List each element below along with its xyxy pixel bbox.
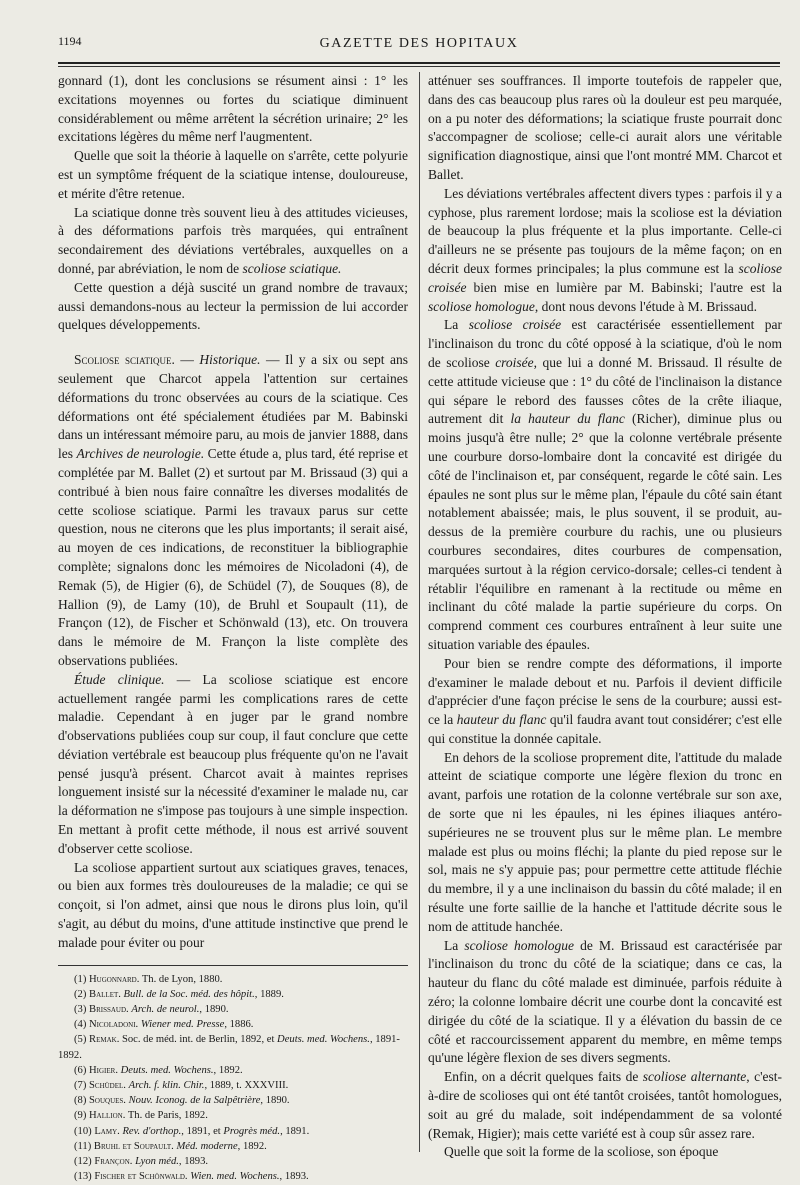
italic-text: scoliose sciatique. bbox=[242, 260, 342, 276]
paragraph-p6 bbox=[58, 671, 408, 859]
footnote-2 bbox=[58, 987, 408, 1002]
right-column bbox=[428, 72, 782, 1162]
text-run: Quelle que soit la forme de la scoliose, son époque bbox=[444, 1144, 719, 1160]
italic-text: Progrès méd. bbox=[223, 1125, 281, 1137]
italic-text: Étude clinique. bbox=[74, 671, 165, 687]
text-run: Les déviations vertébrales affectent divers types : parfois il y a cyphose, plus rarement lordose; mais la scoliose est la déviation de beaucoup la plus fréquente et la plus importante. Celle-ci d'ailleurs ne se présente pas toujours de la même façon; on en décrit deux formes principales; la plus commune est la bbox=[428, 185, 782, 276]
text-run: qu'il faudra avant tout considérer; c'est elle qui constitue la donnée capitale. bbox=[428, 712, 783, 746]
footnote-13 bbox=[58, 1169, 408, 1184]
text-run: Soc. de méd. int. de Berlin, 1892, et bbox=[119, 1034, 278, 1046]
text-run: (11) bbox=[74, 1140, 94, 1152]
small-caps-text: Ballet. bbox=[89, 988, 121, 1000]
footnotes bbox=[58, 972, 408, 1185]
text-run: (13) bbox=[74, 1171, 95, 1183]
italic-text: scoliose homologue bbox=[464, 937, 574, 953]
italic-text: Lyon méd. bbox=[135, 1156, 179, 1168]
italic-text: Deuts. med. Wochens. bbox=[277, 1034, 370, 1046]
text-run: Cette étude a, plus tard, été reprise et complétée par M. Ballet (2) et surtout par M. Brissaud (3) qui a contribué à bien nous faire connaître les diverses modalités de cette scoliose sciatique. Parmi les travaux parus sur cette question, nous ne citerons que les plus importants; il serait aisé, au moyen de ces indications, de reconstituer la bibliographie complète; signalons donc les mémoires de Nicoladoni (4), de Remak (5), de Higier (6), de Schüdel (7), de Souques (8), de Hallion (9), de Lamy (10), de Bruhl et Soupault (11), de Françon (12), de Fischer et Schönwald (13), etc. On trouvera dans le mémoire de M. Françon la liste complète des observations publiées. bbox=[58, 446, 408, 668]
italic-text: Méd. moderne bbox=[176, 1140, 238, 1152]
text-run: En dehors de la scoliose proprement dite, l'attitude du malade atteint de sciatique comporte une légère flexion du tronc en avant, parfois une rotation de la colonne vertébrale sur son axe, de sorte que ni les épaules, ni les épines iliaques antéro-supérieures ne se trouvent plus sur le même plan. Le membre malade est plus ou moins fléchi; la plante du pied repose sur le sol, mais ne s'y appuie pas; pour permettre cette attitude fléchie du membre, il y a une inclinaison du bassin du côté malade; il en résulte une forte saillie de la hanche et l'attitude décrite sous le nom de attitude hanchée. bbox=[428, 749, 782, 934]
text-run: , 1892. bbox=[237, 1140, 267, 1152]
left-column-text bbox=[58, 72, 408, 953]
text-run: (9) bbox=[74, 1110, 90, 1122]
text-run: (5) bbox=[74, 1034, 90, 1046]
paragraph-p3 bbox=[58, 204, 408, 279]
text-run: atténuer ses souffrances. Il importe toutefois de rappeler que, dans des cas beaucoup plus rares où la douleur est peu marquée, on a pu noter des déformations; la sciatique fruste pourrait donc s'accompagner de scoliose; celle-ci aurait alors une véritable signification diagnostique, ainsi que l'ont montré MM. Charcot et Ballet. bbox=[428, 73, 782, 182]
text-run: , dont nous devons l'étude à M. Brissaud. bbox=[534, 298, 758, 314]
text-run: (7) bbox=[74, 1080, 90, 1092]
text-run: (2) bbox=[74, 988, 90, 1000]
text-run: (1) bbox=[74, 973, 90, 985]
italic-text: scoliose alternante bbox=[642, 1069, 747, 1085]
small-caps-text: Remak. bbox=[89, 1034, 120, 1046]
italic-text: Deuts. med. Wochens. bbox=[120, 1064, 214, 1076]
text-run: La bbox=[444, 317, 469, 333]
text-run: bien mise en lumière par M. Babinski; l'autre est la bbox=[466, 279, 782, 295]
text-run: de M. Brissaud est caractérisée par l'inclinaison du tronc du côté de la sciatique; dans ce cas, la hauteur du flanc du côté malade est diminuée, parfois réduite à zéro; la colonne lombaire décrit une courbe dont la concavité est dirigée du côté de la sciatique. Il y a élévation du bassin de ce côté et raccourcissement apparent du membre, en même temps qu'une légère flexion de ses divers segments. bbox=[428, 937, 782, 1066]
footnote-5 bbox=[58, 1032, 408, 1062]
footnote-6 bbox=[58, 1063, 408, 1078]
text-run: (Richer), diminue plus ou moins jusqu'à être nulle; 2° que la colonne vertébrale présente une courbure dorso-lombaire dont la concavité est dirigée du côté de l'inclinaison et, par conséquent, regarde le côté sain. Les épaules ne sont plus sur le même plan, l'épaule du côté sain étant notablement abaissée; mais, le plus souvent, il se produit, au-dessus de la première courbure du rachis, une ou plusieurs courbures secondaires, dites courbures de compensation, marquées surtout à la région cervico-dorsale; celles-ci tendent à rétablir l'équilibre en ramenant à la rectitude ou même en inclinant du côté malade la partie supérieure du corps. On comprend comment ces courbures entraînent à leur suite une situation variable des épaules. bbox=[428, 411, 782, 652]
footnote-8 bbox=[58, 1093, 408, 1108]
paragraph-p7 bbox=[58, 859, 408, 953]
page-number: 1194 bbox=[58, 34, 82, 48]
italic-text: Wien. med. Wochens. bbox=[190, 1171, 280, 1183]
small-caps-text: Lamy. bbox=[94, 1125, 120, 1137]
text-run: La bbox=[444, 937, 465, 953]
small-caps-text: Françon. bbox=[94, 1156, 133, 1168]
italic-text: scoliose croisée bbox=[428, 260, 782, 295]
journal-title: GAZETTE DES HOPITAUX bbox=[319, 36, 519, 51]
text-run: (10) bbox=[74, 1125, 95, 1137]
text-run: , 1891, et bbox=[181, 1125, 224, 1137]
text-run: est caractérisée essentiellement par l'inclinaison du tronc du côté opposé à la sciatique, d'où le nom de scoliose bbox=[428, 317, 782, 370]
paragraph-r4 bbox=[428, 655, 782, 749]
small-caps-text: Schüdel. bbox=[89, 1080, 126, 1092]
text-run: — La scoliose sciatique est encore actuellement rangée parmi les complications rares de cette maladie. Cependant à en juger par le grand nombre d'observations publiées coup sur coup, il faut conclure que cette déviation vertébrale est beaucoup plus fréquente qu'on ne l'avait pensé jusqu'à présent. Charcot avait à maintes reprises longuement insisté sur la nécessité d'examiner le malade nu, car la déformation ne s'impose pas toujours à une simple inspection. En mettant à profit cette méthode, il nous est arrivé souvent d'observer cette scoliose. bbox=[58, 671, 408, 856]
footnote-1 bbox=[58, 972, 408, 987]
footnote-12 bbox=[58, 1154, 408, 1169]
text-run: (6) bbox=[74, 1064, 90, 1076]
italic-text: scoliose homologue bbox=[428, 298, 535, 314]
paragraph-p2 bbox=[58, 147, 408, 203]
text-run: , 1891. bbox=[280, 1125, 310, 1137]
italic-text: Rev. d'orthop. bbox=[122, 1125, 182, 1137]
text-run: Quelle que soit la théorie à laquelle on s'arrête, cette polyurie est un symptôme fréquent de la sciatique intense, douloureuse, et mérite d'être retenue. bbox=[58, 148, 408, 201]
italic-text: Historique. bbox=[199, 352, 261, 368]
small-caps-text: Souques. bbox=[89, 1095, 126, 1107]
italic-text: Arch. f. klin. Chir. bbox=[128, 1080, 205, 1092]
text-run: , que lui a donné M. Brissaud. Il résulte de cette attitude vicieuse que : 1° du côté de l'inclinaison la distance qui sépare le rebord des fausses côtes de la crête iliaque, autrement dit bbox=[428, 354, 782, 427]
footnote-3 bbox=[58, 1002, 408, 1017]
footnote-7 bbox=[58, 1078, 408, 1093]
paragraph-r3 bbox=[428, 316, 782, 654]
italic-text: Archives de neurologie. bbox=[76, 446, 205, 462]
small-caps-text: Bruhl et Soupault. bbox=[93, 1140, 174, 1152]
italic-text: Bull. de la Soc. méd. des hôpit. bbox=[123, 988, 255, 1000]
text-run: (3) bbox=[74, 1004, 90, 1016]
text-run: Cette question a déjà suscité un grand nombre de travaux; aussi demandons-nous au lecteur la permission de lui accorder quelques développements. bbox=[58, 279, 408, 333]
text-run: Th. de Lyon, 1880. bbox=[139, 973, 223, 985]
italic-text: la hauteur du flanc bbox=[510, 411, 625, 427]
paragraph-r2 bbox=[428, 185, 782, 317]
paragraph-r1 bbox=[428, 72, 782, 185]
paragraph-r5 bbox=[428, 749, 782, 937]
text-run: Pour bien se rendre compte des déformations, il importe d'examiner le malade debout et nu. Parfois il devient difficile d'apprécier d'une façon précise le sens de la courbure; aussi est-ce la bbox=[428, 655, 782, 728]
left-column bbox=[58, 72, 408, 1185]
small-caps-text: Hallion. bbox=[89, 1110, 126, 1122]
footnote-10 bbox=[58, 1124, 408, 1139]
text-run: , 1890. bbox=[199, 1004, 229, 1016]
text-run: (12) bbox=[74, 1156, 95, 1168]
small-caps-text: Hugonnard. bbox=[89, 973, 140, 985]
text-run: gonnard (1), dont les conclusions se résument ainsi : 1° les excitations moyennes ou fortes du sciatique diminuent considérablement ou même arrêtent la sécrétion urinaire; 2° les excitations légères du même nerf l'augmentent. bbox=[58, 73, 408, 145]
text-run: , 1890. bbox=[260, 1095, 290, 1107]
header-rule-thin bbox=[58, 66, 780, 67]
text-run: Enfin, on a décrit quelques faits de bbox=[444, 1069, 643, 1085]
footnote-4 bbox=[58, 1017, 408, 1032]
text-run: (8) bbox=[74, 1095, 90, 1107]
text-run: Th. de Paris, 1892. bbox=[125, 1110, 208, 1122]
text-run: La scoliose appartient surtout aux sciatiques graves, tenaces, ou bien aux formes très douloureuses de la maladie; ce qui se conçoit, si l'on admet, ainsi que nous le dirons plus loin, qu'il s'agit, au début du moins, d'une attitude instinctive que prend le malade pour éviter ou pour bbox=[58, 859, 408, 950]
text-run: , c'est-à-dire de scolioses qui ont été tantôt croisées, tantôt homologues, soit au gré du malade, soit indépendamment de sa volonté (Remak, Higier); mais cette variété est à coup sûr assez rare. bbox=[428, 1069, 783, 1141]
paragraph-r7 bbox=[428, 1068, 782, 1143]
paragraph-p4 bbox=[58, 279, 408, 335]
paragraph-p5 bbox=[58, 351, 408, 671]
small-caps-text: Fischer et Schönwald. bbox=[94, 1171, 188, 1183]
text-run: , 1892. bbox=[213, 1064, 243, 1076]
text-run: , 1886. bbox=[224, 1019, 254, 1031]
footnote-11 bbox=[58, 1139, 408, 1154]
header-rule-thick bbox=[58, 62, 780, 64]
small-caps-text: Higier. bbox=[89, 1064, 118, 1076]
text-run: , 1891-1892. bbox=[58, 1034, 400, 1061]
small-caps-text: Scoliose sciatique. bbox=[74, 352, 175, 368]
text-run: , 1893. bbox=[279, 1171, 309, 1183]
text-run: (4) bbox=[74, 1019, 90, 1031]
paragraph-r8 bbox=[428, 1143, 782, 1162]
italic-text: scoliose croisée bbox=[468, 317, 562, 333]
italic-text: Wiener med. Presse bbox=[140, 1019, 225, 1031]
italic-text: hauteur du flanc bbox=[456, 712, 547, 728]
footnote-9 bbox=[58, 1108, 408, 1123]
text-run: , 1889. bbox=[254, 988, 284, 1000]
right-column-text bbox=[428, 72, 782, 1162]
column-divider bbox=[419, 72, 420, 1152]
italic-text: croisée bbox=[495, 354, 534, 370]
small-caps-text: Nicoladoni. bbox=[89, 1019, 139, 1031]
text-run: , 1893. bbox=[178, 1156, 209, 1168]
text-run: — Il y a six ou sept ans seulement que Charcot appela l'attention sur certaines déformations du tronc observées au cours de la sciatique. Ces déformations ont été spécialement étudiées par M. Babinski dans un intéressant mémoire paru, au mois de janvier 1888, dans les bbox=[58, 352, 408, 462]
text-run: , 1889, t. XXXVIII. bbox=[204, 1080, 289, 1092]
paragraph-r6 bbox=[428, 937, 782, 1069]
small-caps-text: Brissaud. bbox=[89, 1004, 129, 1016]
paragraph-p1 bbox=[58, 72, 408, 147]
text-run: La sciatique donne très souvent lieu à des attitudes vicieuses, à des déformations parfois très marquées, qui entraînent secondairement des déviations vertébrales, auxquelles on a donné, par abréviation, le nom de bbox=[58, 204, 408, 276]
text-run: — bbox=[174, 352, 200, 368]
page-header bbox=[58, 34, 780, 56]
italic-text: Nouv. Iconog. de la Salpêtrière bbox=[128, 1095, 261, 1107]
footnote-rule bbox=[58, 965, 408, 966]
italic-text: Arch. de neurol. bbox=[131, 1004, 200, 1016]
